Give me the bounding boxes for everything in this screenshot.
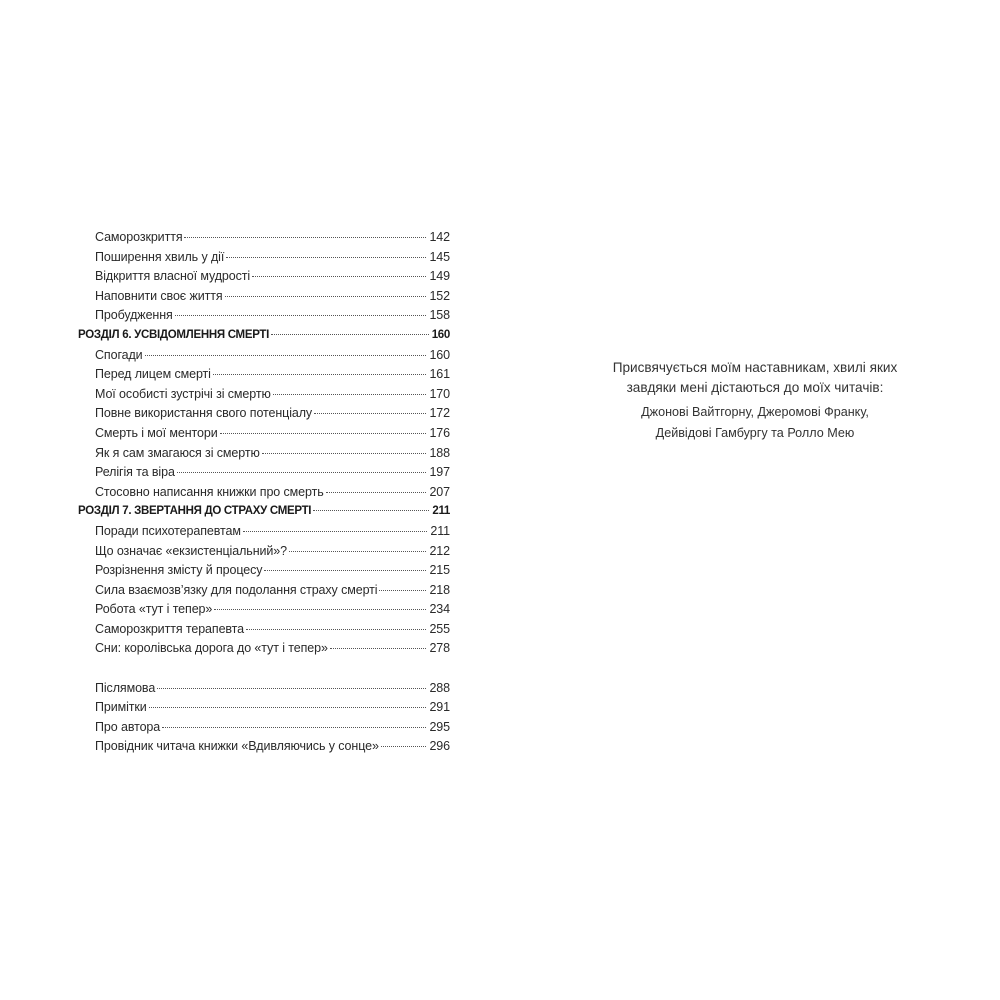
toc-entry-page-number: 176 <box>429 425 450 440</box>
toc-entry[interactable] <box>78 639 450 659</box>
toc-entry-page-number: 255 <box>429 621 450 636</box>
toc-entry-title: Про автора <box>95 719 161 734</box>
toc-dot-leader <box>177 472 427 473</box>
toc-entry[interactable] <box>78 404 450 424</box>
toc-dot-leader <box>379 590 426 591</box>
toc-entry-title: Післямова <box>95 680 156 695</box>
toc-entry-title: Як я сам змагаюся зі смертю <box>95 445 260 460</box>
toc-entry[interactable] <box>78 698 450 718</box>
toc-entry[interactable] <box>78 228 450 248</box>
toc-entry[interactable] <box>78 385 450 405</box>
toc-entry[interactable] <box>78 287 450 307</box>
toc-entry[interactable] <box>78 365 450 385</box>
toc-dot-leader <box>314 413 426 414</box>
toc-dot-leader <box>273 394 427 395</box>
toc-entry[interactable] <box>78 542 450 562</box>
toc-entry-title: Сни: королівська дорога до «тут і тепер» <box>95 641 328 656</box>
toc-entry-page-number: 152 <box>429 288 450 303</box>
toc-entry-page-number: 149 <box>429 269 450 284</box>
toc-entry-page-number: 161 <box>429 367 450 382</box>
toc-dot-leader <box>162 727 426 728</box>
toc-gap <box>78 659 450 679</box>
toc-entry[interactable] <box>78 267 450 287</box>
toc-entry[interactable] <box>78 600 450 620</box>
toc-entry-page-number: 160 <box>429 347 450 362</box>
toc-entry-title: Наповнити своє життя <box>95 288 223 303</box>
toc-entry[interactable] <box>78 620 450 640</box>
toc-entry-page-number: 188 <box>429 445 450 460</box>
toc-entry-page-number: 170 <box>429 386 450 401</box>
toc-entry-title: Повне використання свого потенціалу <box>95 406 313 421</box>
toc-entry-title: РОЗДІЛ 7. ЗВЕРТАННЯ ДО СТРАХУ СМЕРТІ <box>78 505 312 518</box>
toc-dot-leader <box>226 257 426 258</box>
toc-entry-title: Провідник читача книжки «Вдивляючись у сонце» <box>95 739 379 754</box>
toc-entry[interactable] <box>78 306 450 326</box>
toc-entry-title: Стосовно написання книжки про смерть <box>95 484 324 499</box>
toc-dot-leader <box>214 609 426 610</box>
toc-dot-leader <box>289 551 426 552</box>
toc-entry[interactable] <box>78 248 450 268</box>
toc-entry[interactable] <box>78 424 450 444</box>
toc-chapter-entry[interactable] <box>78 502 450 522</box>
toc-entry[interactable] <box>78 561 450 581</box>
toc-dot-leader <box>252 276 426 277</box>
toc-entry-title: Поради психотерапевтам <box>95 523 241 538</box>
toc-entry[interactable] <box>78 718 450 738</box>
dedication-line-1: Присвячується моїм наставникам, хвилі яких <box>612 360 898 375</box>
toc-entry-page-number: 172 <box>429 406 450 421</box>
toc-entry[interactable] <box>78 522 450 542</box>
toc-entry-page-number: 215 <box>429 563 450 578</box>
toc-dot-leader <box>381 746 427 747</box>
toc-dot-leader <box>326 492 427 493</box>
toc-entry-title: РОЗДІЛ 6. УСВІДОМЛЕННЯ СМЕРТІ <box>78 328 270 341</box>
toc-entry-title: Перед лицем смерті <box>95 367 211 382</box>
toc-entry-title: Поширення хвиль у дії <box>95 249 225 264</box>
toc-dot-leader <box>149 707 427 708</box>
toc-entry-page-number: 278 <box>429 641 450 656</box>
toc-entry-page-number: 145 <box>429 249 450 264</box>
toc-dot-leader <box>157 688 426 689</box>
table-of-contents <box>78 228 450 757</box>
dedication-names-line-1: Джонові Вайтгорну, Джеромові Франку, <box>641 405 869 419</box>
toc-entry-title: Пробудження <box>95 308 173 323</box>
toc-entry[interactable] <box>78 444 450 464</box>
toc-entry-title: Смерть і мої ментори <box>95 425 218 440</box>
toc-dot-leader <box>213 374 427 375</box>
toc-entry-title: Сила взаємозв’язку для подолання страху смерті <box>95 582 378 597</box>
toc-entry-page-number: 160 <box>431 328 450 341</box>
toc-dot-leader <box>175 315 427 316</box>
toc-dot-leader <box>246 629 426 630</box>
toc-entry-page-number: 296 <box>429 739 450 754</box>
toc-entry-title: Спогади <box>95 347 143 362</box>
toc-entry-page-number: 197 <box>429 465 450 480</box>
toc-entry-page-number: 295 <box>429 719 450 734</box>
toc-dot-leader <box>271 334 429 335</box>
toc-entry-page-number: 291 <box>429 700 450 715</box>
toc-entry-title: Мої особисті зустрічі зі смертю <box>95 386 271 401</box>
toc-dot-leader <box>225 296 427 297</box>
toc-entry[interactable] <box>78 737 450 757</box>
toc-entry-title: Саморозкриття <box>95 230 183 244</box>
toc-dot-leader <box>264 570 426 571</box>
toc-dot-leader <box>184 237 426 238</box>
toc-entry-page-number: 212 <box>429 543 450 558</box>
toc-entry-title: Робота «тут і тепер» <box>95 602 213 617</box>
toc-entry[interactable] <box>78 346 450 366</box>
toc-entry-page-number: 211 <box>432 505 450 518</box>
toc-entry-page-number: 234 <box>429 602 450 617</box>
toc-dot-leader <box>243 531 428 532</box>
toc-entry-title: Відкриття власної мудрості <box>95 269 251 284</box>
toc-entry-title: Що означає «екзистенціальний»? <box>95 543 287 558</box>
dedication <box>555 358 955 444</box>
toc-entry[interactable] <box>78 581 450 601</box>
toc-entry-page-number: 142 <box>429 230 450 244</box>
toc-entry-title: Розрізнення змісту й процесу <box>95 563 263 578</box>
toc-chapter-entry[interactable] <box>78 326 450 346</box>
dedication-line-2: завдяки мені дістаються до моїх читачів: <box>626 380 884 395</box>
toc-entry-page-number: 207 <box>429 484 450 499</box>
toc-entry-page-number: 288 <box>429 680 450 695</box>
toc-dot-leader <box>262 453 427 454</box>
toc-entry-page-number: 211 <box>430 523 450 538</box>
toc-entry[interactable] <box>78 483 450 503</box>
toc-dot-leader <box>330 648 427 649</box>
toc-entry-title: Релігія та віра <box>95 465 175 480</box>
toc-entry-page-number: 158 <box>429 308 450 323</box>
toc-entry-title: Саморозкриття терапевта <box>95 621 245 636</box>
toc-entry[interactable] <box>78 679 450 699</box>
toc-dot-leader <box>145 355 427 356</box>
toc-dot-leader <box>220 433 427 434</box>
dedication-names-line-2: Дейвідові Гамбургу та Ролло Мею <box>655 426 855 440</box>
toc-entry-page-number: 218 <box>429 582 450 597</box>
toc-entry[interactable] <box>78 463 450 483</box>
toc-entry-title: Примітки <box>95 700 147 715</box>
toc-dot-leader <box>313 510 429 511</box>
